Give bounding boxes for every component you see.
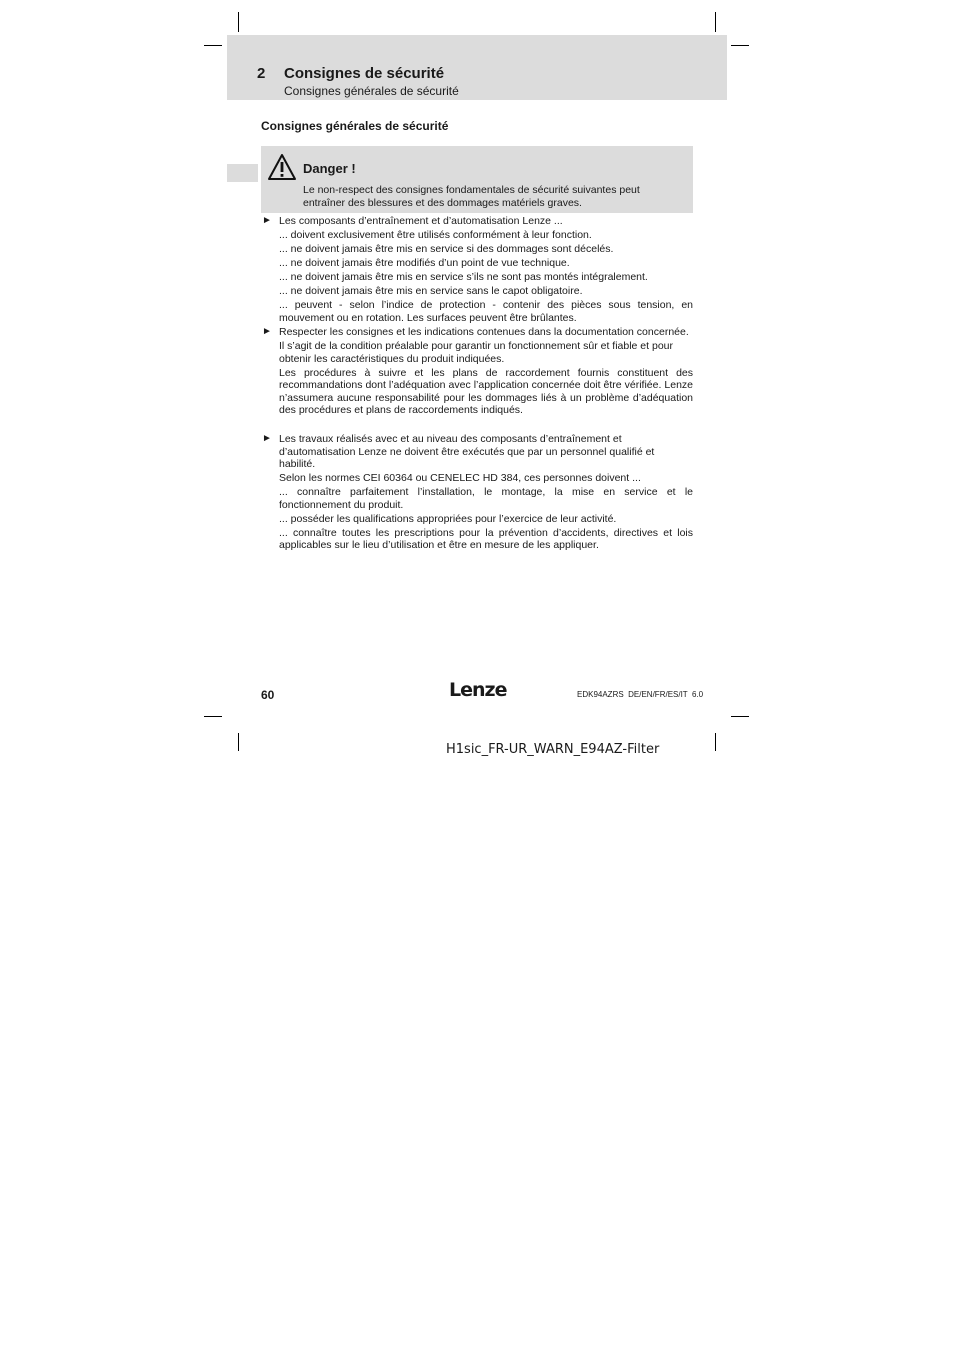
list-item: Les procédures à suivre et les plans de raccordement fournis constituent des recommandations dont l’adéquation avec l’application concernée doit être vérifiée. Lenze n’assumera aucune responsabilité pour les dommages liés à un problème d’adéquation des procédures et plans de raccordements indiqués. — [279, 366, 693, 417]
file-label: H1sic_FR-UR_WARN_E94AZ-Filter — [446, 742, 660, 757]
list-item: ... ne doivent jamais être mis en service s’ils ne sont pas montés intégralement. — [279, 270, 648, 283]
chapter-title: Consignes de sécurité — [284, 65, 445, 82]
crop-mark — [731, 45, 749, 46]
crop-mark — [731, 716, 749, 717]
list-item: Selon les normes CEI 60364 ou CENELEC HD 384, ces personnes doivent ... — [279, 472, 641, 485]
list-item: ... ne doivent jamais être mis en service si des dommages sont décelés. — [279, 242, 614, 255]
side-tab-marker — [227, 164, 258, 182]
document-code: EDK94AZRS DE/EN/FR/ES/IT 6.0 — [577, 690, 704, 699]
warning-triangle-icon — [267, 153, 297, 181]
list-item: ... connaître toutes les prescriptions pour la prévention d’accidents, directives et lois applicables sur le lieu d’utilisation et être en mesure de les appliquer. — [279, 526, 693, 552]
list-item: ... connaître parfaitement l’installation, le montage, la mise en service et le fonctionnement du produit. — [279, 486, 693, 511]
crop-mark — [238, 12, 239, 32]
crop-mark — [715, 733, 716, 751]
bullet-block-1 — [279, 215, 693, 324]
bullet-block-2 — [279, 326, 693, 417]
chapter-subtitle: Consignes générales de sécurité — [284, 84, 459, 98]
crop-mark — [204, 45, 222, 46]
list-item: ... peuvent - selon l’indice de protection - contenir des pièces sous tension, en mouvement ou en rotation. Les surfaces peuvent être brûlantes. — [279, 298, 693, 324]
list-item: ... ne doivent jamais être modifiés d’un point de vue technique. — [279, 256, 570, 269]
crop-mark — [238, 733, 239, 751]
bullet-marker: ► — [262, 326, 272, 337]
bullet-marker: ► — [262, 433, 272, 444]
list-item: ... ne doivent jamais être mis en service sans le capot obligatoire. — [279, 284, 583, 297]
list-item: ... doivent exclusivement être utilisés conformément à leur fonction. — [279, 228, 592, 241]
bullet-intro: Les travaux réalisés avec et au niveau des composants d’entraînement et d’automatisation Lenze ne doivent être exécutés que par un personnel qualifié et habilité. — [279, 433, 655, 471]
list-item: Il s’agit de la condition préalable pour garantir un fonctionnement sûr et fiable et pour obtenir les caractéristiques du produit indiquées. — [279, 339, 673, 365]
chapter-number: 2 — [257, 65, 266, 82]
page-number: 60 — [261, 688, 275, 702]
bullet-intro: Respecter les consignes et les indications contenues dans la documentation concernée. — [279, 326, 689, 338]
bullet-intro: Les composants d’entraînement et d’automatisation Lenze ... — [279, 215, 563, 227]
section-heading: Consignes générales de sécurité — [261, 119, 449, 133]
crop-mark — [715, 12, 716, 32]
crop-mark — [204, 716, 222, 717]
list-item: ... posséder les qualifications appropriées pour l’exercice de leur activité. — [279, 512, 617, 525]
danger-text: Le non-respect des consignes fondamentales de sécurité suivantes peut entraîner des blessures et des dommages matériels graves. — [303, 184, 640, 209]
lenze-logo: Lenze — [449, 679, 507, 701]
bullet-block-3 — [279, 433, 693, 552]
bullet-marker: ► — [262, 215, 272, 226]
danger-title: Danger ! — [303, 161, 356, 176]
